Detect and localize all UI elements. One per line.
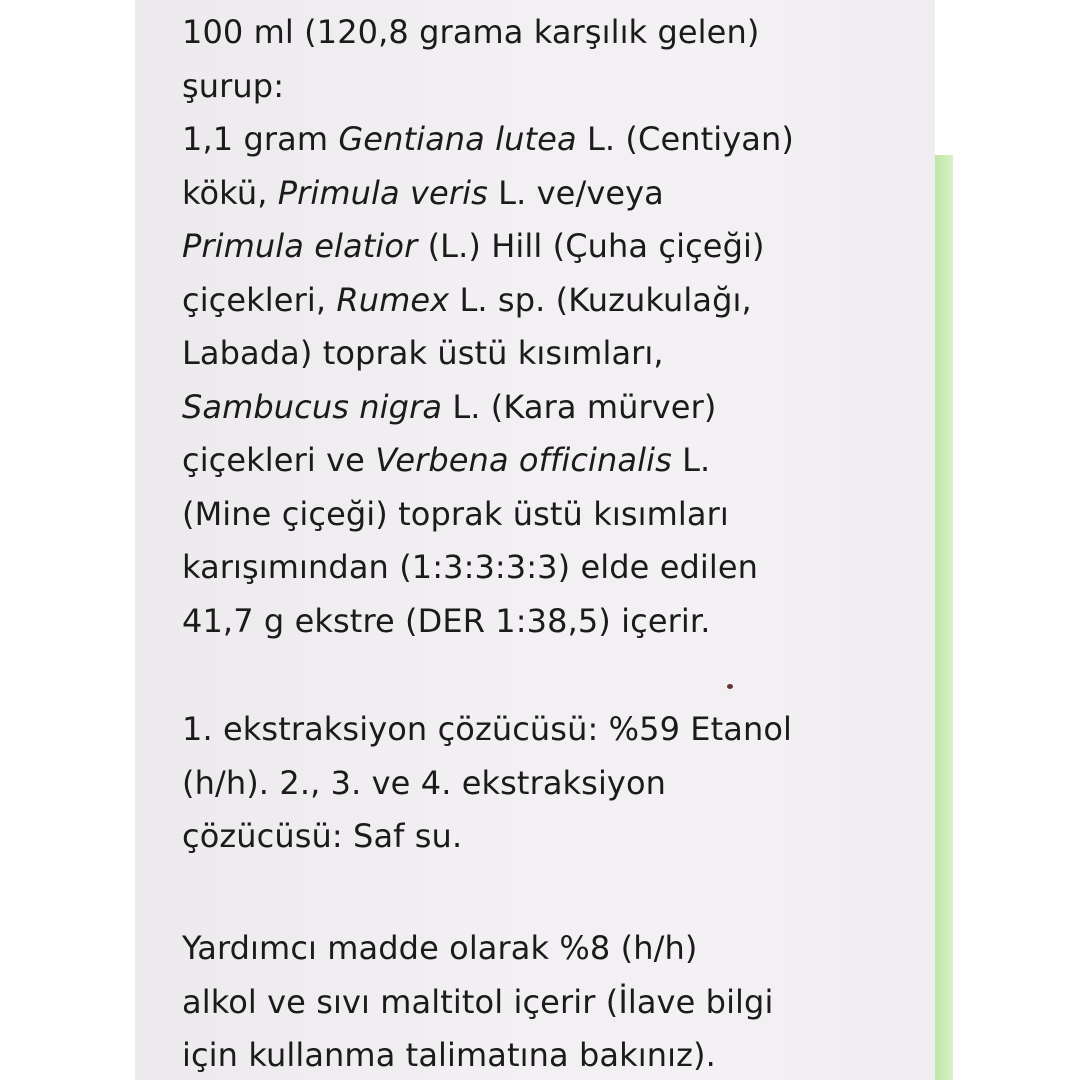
label-text: alkol ve sıvı maltitol içerir (İlave bilgi — [182, 982, 774, 1021]
label-text: 1,1 gram — [182, 120, 339, 158]
latin-name-text: Gentiana lutea — [338, 120, 577, 158]
composition-line — [182, 541, 912, 595]
dust-speck — [727, 684, 733, 689]
label-text: için kullanma talimatına bakınız). — [182, 1036, 716, 1074]
white-background-right-bottom — [953, 155, 1080, 1080]
label-text: çiçekleri ve — [182, 441, 376, 479]
label-text: 41,7 g ekstre (DER 1:38,5) içerir. — [182, 601, 711, 640]
composition-line — [182, 274, 912, 328]
label-text: 1. ekstraksiyon çözücüsü: %59 Etanol — [182, 710, 793, 748]
white-background-right-top — [935, 0, 1080, 155]
composition-line — [182, 488, 912, 542]
label-text: L. (Kara mürver) — [442, 387, 717, 426]
green-accent-stripe — [935, 155, 953, 1080]
latin-name-text: Primula elatior — [182, 227, 418, 265]
latin-name-text: Rumex — [336, 280, 450, 319]
composition-line — [182, 6, 912, 60]
composition-paragraph — [182, 6, 912, 648]
label-text: çiçekleri, — [182, 280, 337, 319]
label-text: L. sp. (Kuzukulağı, — [449, 280, 752, 319]
composition-line — [182, 381, 912, 435]
label-text: L. — [671, 441, 711, 479]
composition-line — [182, 595, 912, 649]
solvent-line — [182, 703, 912, 757]
label-text: Yardımcı madde olarak %8 (h/h) — [182, 929, 698, 967]
label-text: L. ve/veya — [487, 173, 664, 212]
label-text: çözücüsü: Saf su. — [182, 817, 463, 855]
label-text: Labada) toprak üstü kısımları, — [182, 334, 664, 372]
excipient-line — [182, 976, 912, 1030]
label-text: (h/h). 2., 3. ve 4. ekstraksiyon — [182, 763, 667, 802]
label-text: 100 ml (120,8 grama karşılık gelen) — [182, 13, 760, 51]
composition-line — [182, 220, 912, 274]
label-text: L. (Centiyan) — [576, 120, 794, 158]
excipient-paragraph — [182, 922, 912, 1083]
solvent-line — [182, 757, 912, 811]
excipient-line — [182, 1029, 912, 1083]
label-text: kökü, — [182, 173, 278, 212]
extraction-solvent-paragraph — [182, 703, 912, 864]
label-text: (Mine çiçeği) toprak üstü kısımları — [182, 494, 729, 533]
latin-name-text: Sambucus nigra — [182, 387, 443, 426]
composition-line — [182, 434, 912, 488]
label-text: şurup: — [182, 66, 285, 105]
latin-name-text: Primula veris — [277, 173, 488, 212]
composition-line — [182, 167, 912, 221]
composition-line — [182, 113, 912, 167]
label-text: (L.) Hill (Çuha çiçeği) — [417, 227, 765, 265]
composition-line — [182, 327, 912, 381]
latin-name-text: Verbena officinalis — [375, 441, 672, 479]
excipient-line — [182, 922, 912, 976]
white-background-left — [0, 0, 135, 1080]
composition-line — [182, 60, 912, 114]
label-text: karışımından (1:3:3:3:3) elde edilen — [182, 548, 759, 586]
solvent-line — [182, 810, 912, 864]
